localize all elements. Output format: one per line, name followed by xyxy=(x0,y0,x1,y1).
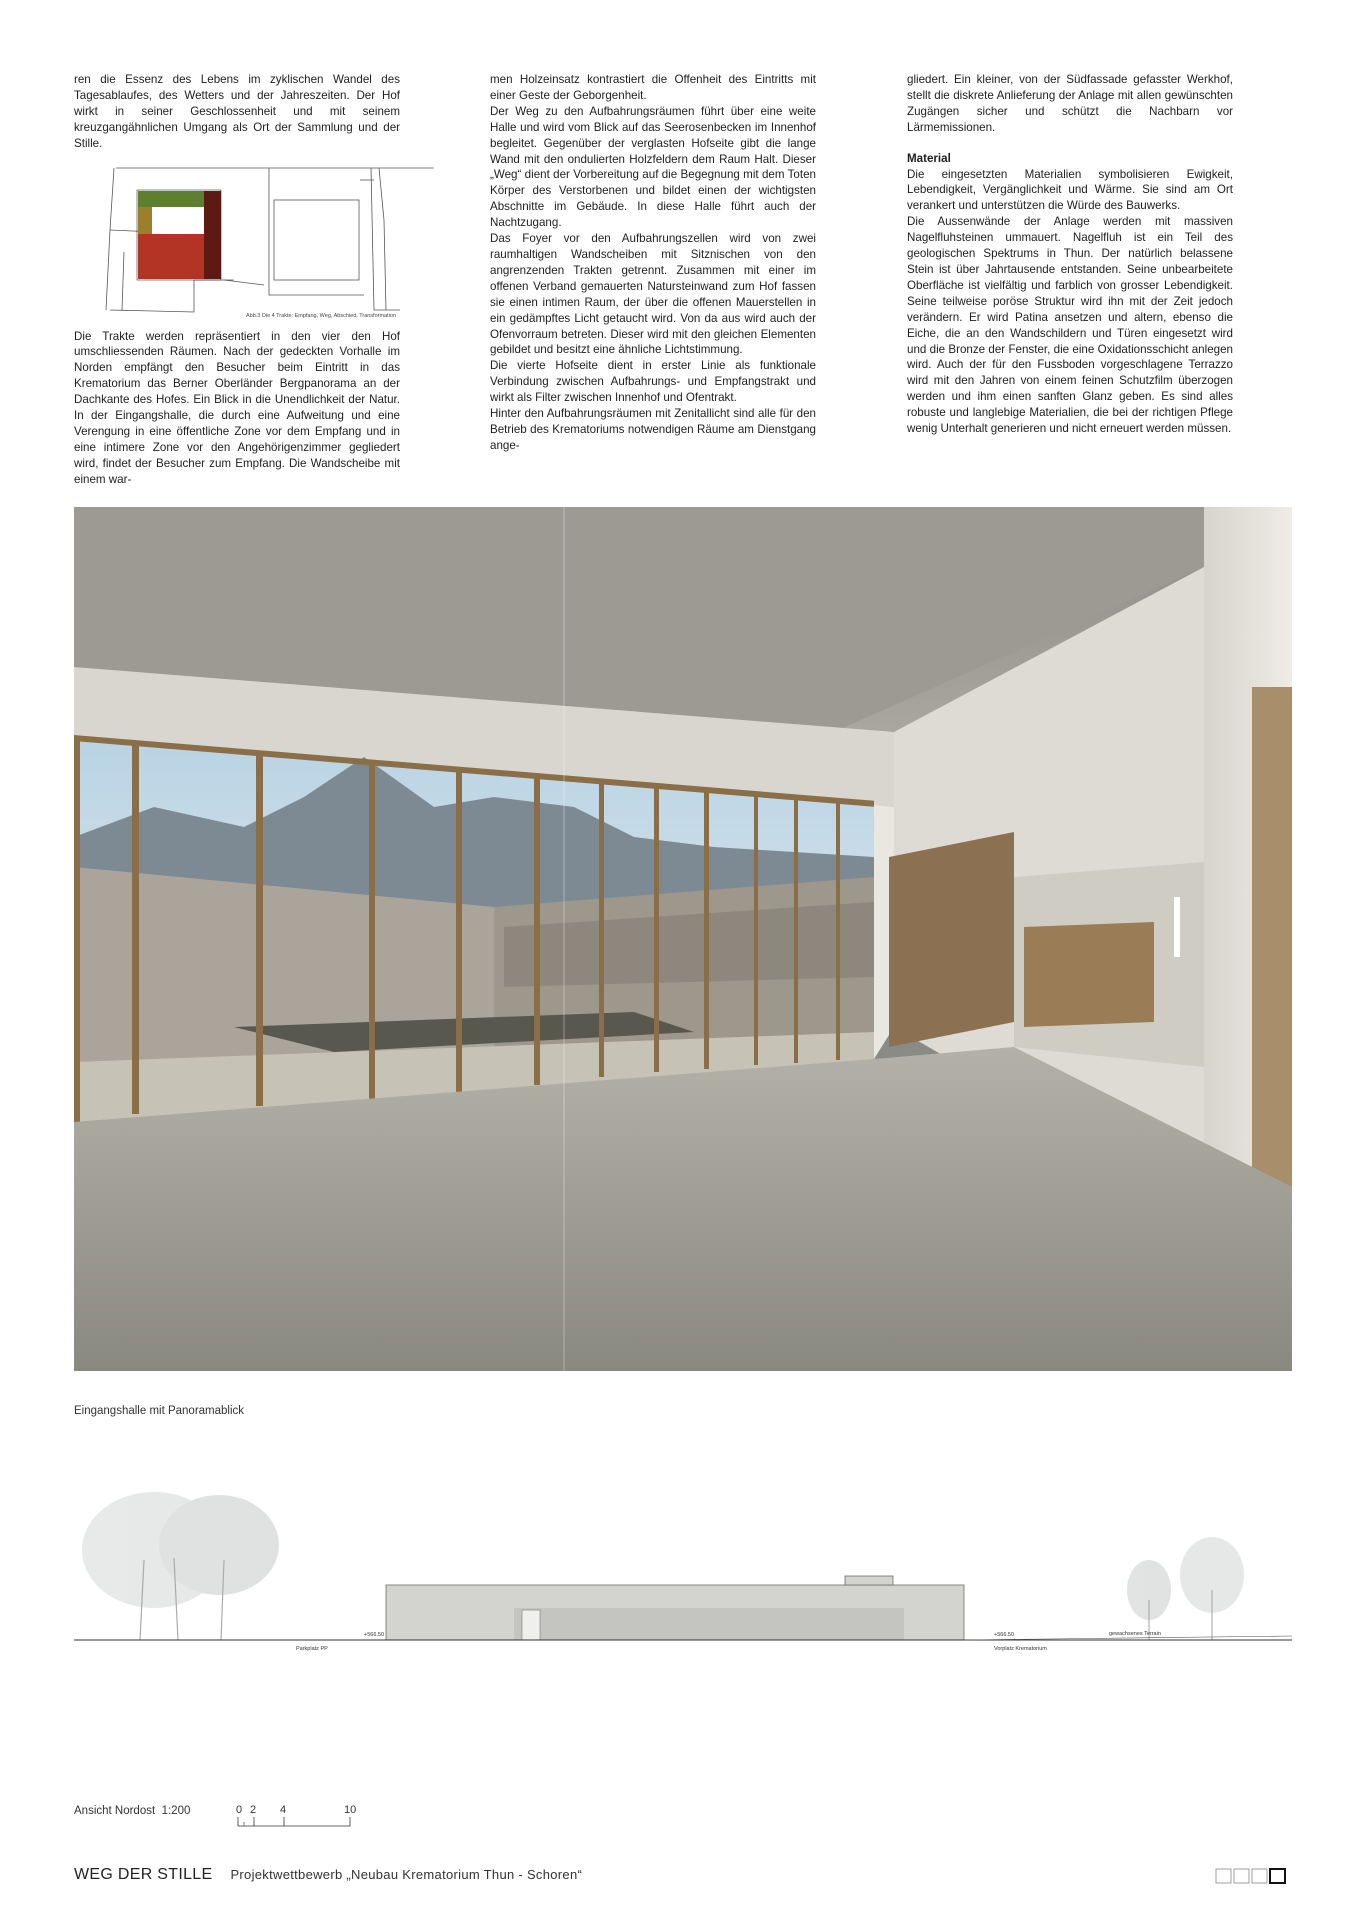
sheet-box xyxy=(1252,1869,1267,1883)
label-vorplatz: Vorplatz Krematorium xyxy=(994,1646,1047,1652)
paragraph: Hinter den Aufbahrungsräumen mit Zenitallicht sind alle für den Betrieb des Krematoriums notwendigen Räume am Dienstgang ange- xyxy=(490,407,816,452)
paragraph: men Holzeinsatz kontrastiert die Offenheit des Eintritts mit einer Geste der Geborgenheit. xyxy=(490,73,816,102)
scale-tick-10: 10 xyxy=(344,1804,357,1816)
label-terrain: gewachsenes Terrain xyxy=(1109,1631,1161,1637)
scale-tick-0: 0 xyxy=(236,1804,243,1816)
paragraph: ren die Essenz des Lebens im zyklischen Wandel des Tagesablaufes, des Wetters und der Jahreszeiten. Der Hof wirkt in seiner Geschlossenheit und mit seinem kreuzgangähnlichen Umgang als Ort der Sammlung und der Stille. xyxy=(74,73,400,150)
scale-tick-4: 4 xyxy=(280,1804,287,1816)
text-column-3 xyxy=(907,72,1233,437)
figure-caption: Abb.3 Die 4 Trakte: Empfang, Weg, Abschied, Transformation xyxy=(245,312,396,319)
wood-wall-panel xyxy=(889,832,1014,1047)
innenhof xyxy=(152,207,204,234)
trakt-abschied xyxy=(138,234,204,279)
paragraph: gliedert. Ein kleiner, von der Südfassade gefasster Werkhof, stellt die diskrete Anlieferung der Anlage mit allen gewünschten Zugängen sicher und schützt die Nachbarn vor Lärmemissionen. xyxy=(907,73,1233,134)
scale-view-name: Ansicht Nordost xyxy=(74,1805,156,1817)
rendering-caption: Eingangshalle mit Panoramablick xyxy=(74,1405,245,1417)
elevation-label xyxy=(74,1805,190,1817)
tree-right-group xyxy=(1127,1537,1244,1640)
trakt-empfang xyxy=(138,191,204,207)
site-plan-figure xyxy=(74,160,400,325)
paragraph: Die Trakte werden repräsentiert in den vier den Hof umschliessenden Räumen. Nach der gedeckten Vorhalle im Norden empfängt den Besucher beim Eintritt in das Krematorium das Berner Oberländer Bergpanorama an der Dachkante des Hofes. Ein Blick in die Unendlichkeit der Natur. In der Eingangshalle, die durch eine Aufweitung und eine Verengung in eine öffentliche Zone vor dem Empfang und in eine intimere Zone vor den Angehörigenzimmer gegliedert wird, findet der Besucher zum Empfang. Die Wandscheibe mit einem war- xyxy=(74,329,400,486)
paragraph: Die vierte Hofseite dient in erster Linie als funktionale Verbindung zwischen Aufbahrungs- und Empfangstrakt und wirkt als Filter zwischen Innenhof und Ofentrakt. xyxy=(490,359,816,405)
project-title: WEG DER STILLE xyxy=(74,1866,213,1883)
interior-rendering xyxy=(74,507,1292,1371)
trakt-transformation xyxy=(204,191,221,279)
sheet-box xyxy=(1234,1869,1249,1883)
sheet-index-indicator xyxy=(1214,1866,1294,1886)
site-plan-drawing xyxy=(74,160,400,325)
label-parkplatz: Parkplatz PP xyxy=(296,1646,328,1652)
scale-ratio: 1:200 xyxy=(161,1805,191,1817)
scale-bar xyxy=(236,1802,366,1828)
paragraph: Das Foyer vor den Aufbahrungszellen wird von zwei raumhaltigen Wandscheiben mit Sitznischen von den angrenzenden Trakten getrennt. Zusammen mit einer im offenen Verband gemauerten Natursteinwand zum Hof fassen sie einen intimen Raum, der über die offenen Mauerstellen in ein gedämpftes Licht getaucht wird. Von da aus wird auch der Ofenvorraum betreten. Dieser wird mit den gleichen Elementen gebildet und besitzt eine ähnliche Lichtstimmung. xyxy=(490,232,816,357)
footer-title-block xyxy=(74,1866,582,1884)
paragraph: Der Weg zu den Aufbahrungsräumen führt über eine weite Halle und wird vom Blick auf das Seerosenbecken im Innenhof begleitet. Gegenüber der verglasten Hofseite gibt die lange Wand mit den ondulierten Holzfeldern dem Raum Halt. Dieser „Weg“ dient der Vorbereitung auf die Begegnung mit dem Toten Körper des Verstorbenen und bildet einen der wichtigsten Abschnitte im Gebäude. In diese Halle führt auch der Nachtzugang. xyxy=(490,104,816,230)
text-column-2 xyxy=(490,72,816,454)
elevation-drawing xyxy=(74,1490,1292,1652)
tree-left-group xyxy=(82,1492,279,1640)
level-left: +566.50 xyxy=(364,1632,385,1638)
trakt-weg xyxy=(138,207,152,234)
paragraph: Die eingesetzten Materialien symbolisieren Ewigkeit, Lebendigkeit, Vergänglichkeit und Wärme. Sie sind am Ort verankert und unterstützen die Würde des Bauwerks. xyxy=(907,167,1233,213)
paragraph: Die Aussenwände der Anlage werden mit massiven Nagelfluhsteinen ummauert. Nagelfluh ist ein Teil des geologischen Spektrums in Thun. Der natürlich belassene Stein ist über Jahrtausende entstanden. Seine unbearbeitete Oberfläche ist vielfältig und farblich von grosser Lebendigkeit. Seine teilweise poröse Struktur wird ihn mit der Zeit jedoch verändern. Er wird Patina ansetzen und altern, ebenso die Eiche, die an den Wandschildern und Türen eingesetzt wird und die Bronze der Fenster, die eine Oxidationsschicht anlegen wird. Auch der für den Fussboden vorgeschlagene Terrazzo wird mit den Jahren von einem feinen Schutzfilm überzogen werden und ihm einen sanften Glanz geben. Es sind alles robuste und langlebige Materialien, die bei der richtigen Pflege wenig Unterhalt generieren und nicht erneuert werden müssen. xyxy=(907,215,1233,436)
scale-tick-2: 2 xyxy=(250,1804,257,1816)
rendering-illustration xyxy=(74,507,1292,1371)
section-heading: Material xyxy=(907,151,951,165)
level-right: +566.50 xyxy=(994,1632,1015,1638)
sheet-box-current xyxy=(1270,1869,1285,1883)
sheet-box xyxy=(1216,1869,1231,1883)
text-column-1 xyxy=(74,72,400,488)
project-subtitle: Projektwettbewerb „Neubau Krematorium Thun - Schoren“ xyxy=(230,1867,583,1882)
